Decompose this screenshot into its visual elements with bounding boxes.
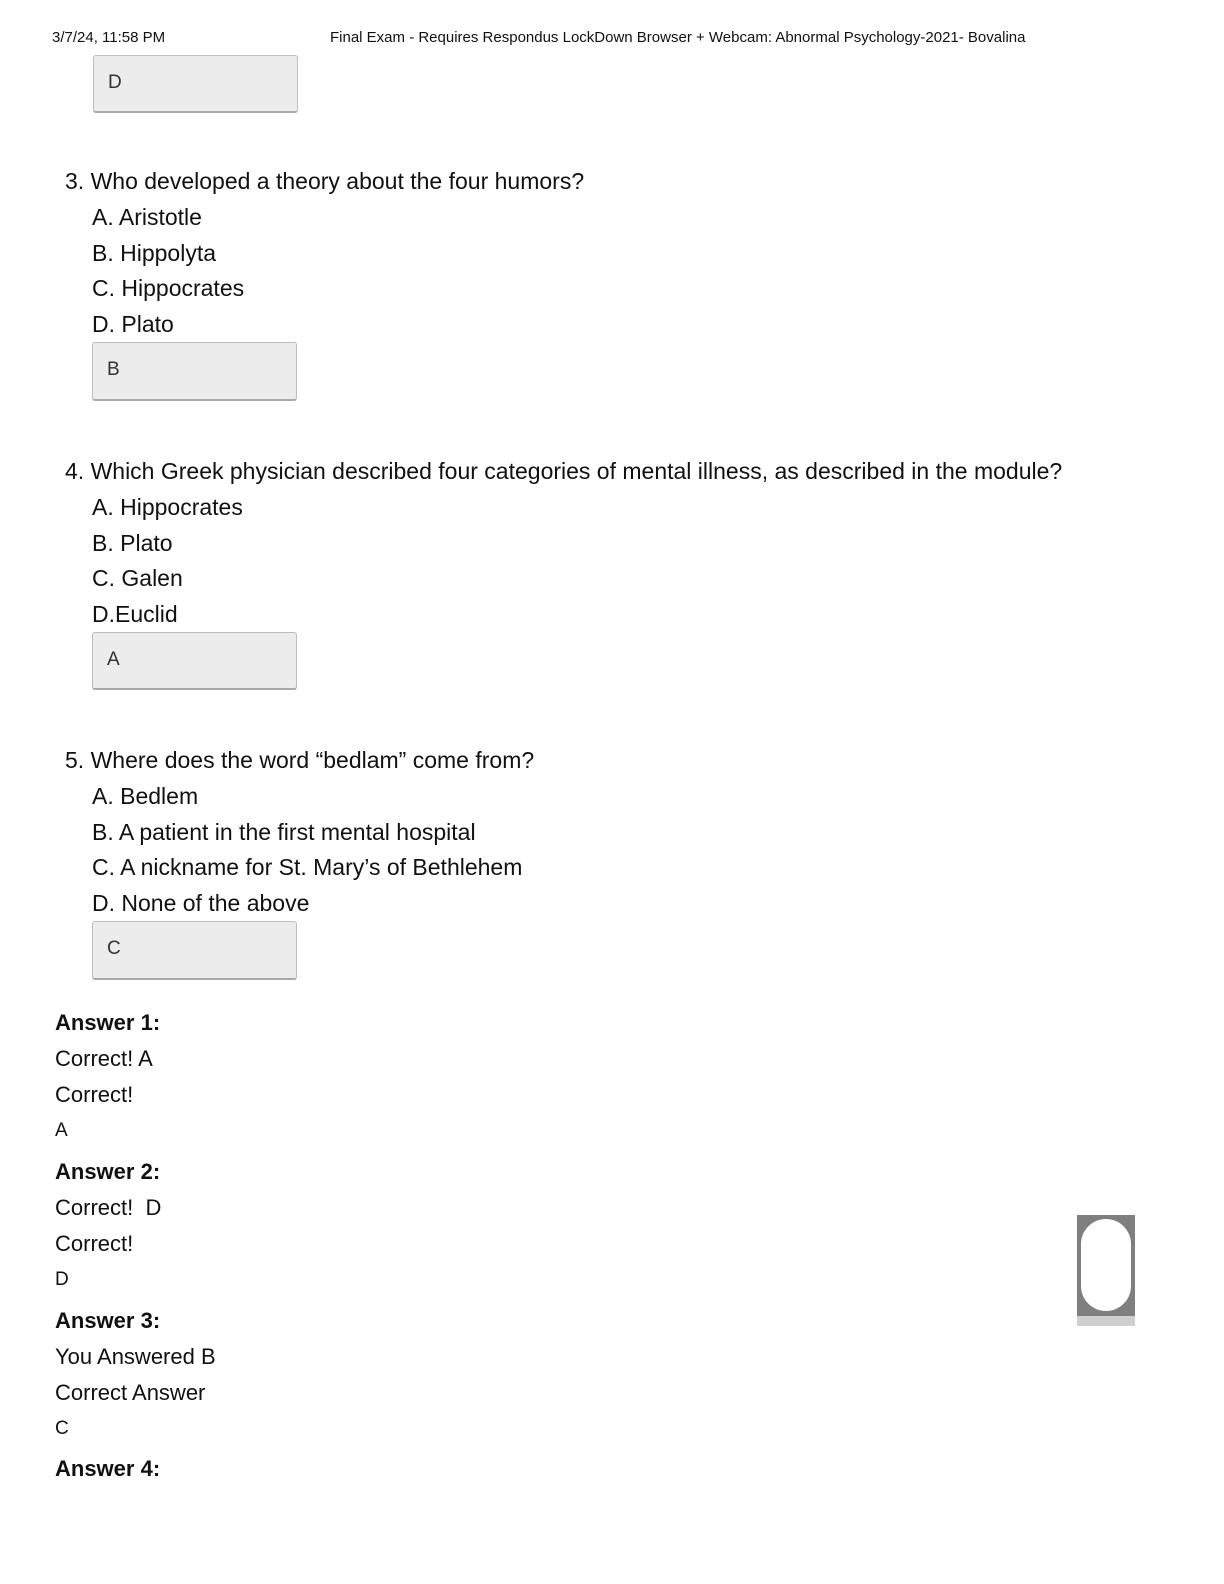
- question-3-option-b: B. Hippolyta: [92, 240, 217, 266]
- answer-field-q5[interactable]: C: [92, 921, 297, 980]
- question-5-text: 5. Where does the word “bedlam” come from?: [65, 747, 535, 773]
- question-3-text: 3. Who developed a theory about the four humors?: [65, 168, 585, 194]
- question-4-option-c: C. Galen: [92, 565, 183, 591]
- scrollbar[interactable]: [1077, 1215, 1135, 1326]
- question-5-option-b: B. A patient in the first mental hospital: [92, 819, 476, 845]
- question-5-option-a: A. Bedlem: [92, 783, 199, 809]
- question-5-option-c: C. A nickname for St. Mary’s of Bethlehem: [92, 854, 523, 880]
- page-title: Final Exam - Requires Respondus LockDown Browser + Webcam: Abnormal Psychology-2021- Bovalina: [330, 29, 1026, 46]
- answer-3-heading: Answer 3:: [55, 1308, 161, 1333]
- scrollbar-thumb[interactable]: [1081, 1219, 1131, 1311]
- question-3-option-d: D. Plato: [92, 311, 174, 337]
- question-3-option-a: A. Aristotle: [92, 204, 202, 230]
- answer-4-heading: Answer 4:: [55, 1456, 161, 1481]
- answer-field-q4[interactable]: A: [92, 632, 297, 690]
- answer-3-result: You Answered B: [55, 1344, 216, 1369]
- question-4-text: 4. Which Greek physician described four categories of mental illness, as described in the module?: [65, 458, 1063, 484]
- answer-3-status: Correct Answer: [55, 1380, 206, 1405]
- answer-3-value: C: [55, 1418, 69, 1439]
- answer-1-heading: Answer 1:: [55, 1010, 161, 1035]
- answer-field-q3[interactable]: B: [92, 342, 297, 401]
- question-4-option-a: A. Hippocrates: [92, 494, 243, 520]
- answer-1-value: A: [55, 1120, 68, 1141]
- answer-2-heading: Answer 2:: [55, 1159, 161, 1184]
- answer-field-q2[interactable]: D: [93, 55, 298, 113]
- question-4-option-d: D.Euclid: [92, 601, 178, 627]
- answer-2-status: Correct!: [55, 1231, 134, 1256]
- question-5-option-d: D. None of the above: [92, 890, 310, 916]
- answer-2-result: Correct! D: [55, 1195, 162, 1220]
- answer-1-result: Correct! A: [55, 1046, 153, 1071]
- answer-1-status: Correct!: [55, 1082, 134, 1107]
- question-3-option-c: C. Hippocrates: [92, 275, 245, 301]
- question-4-option-b: B. Plato: [92, 530, 173, 556]
- answer-2-value: D: [55, 1269, 69, 1290]
- print-timestamp: 3/7/24, 11:58 PM: [52, 29, 166, 46]
